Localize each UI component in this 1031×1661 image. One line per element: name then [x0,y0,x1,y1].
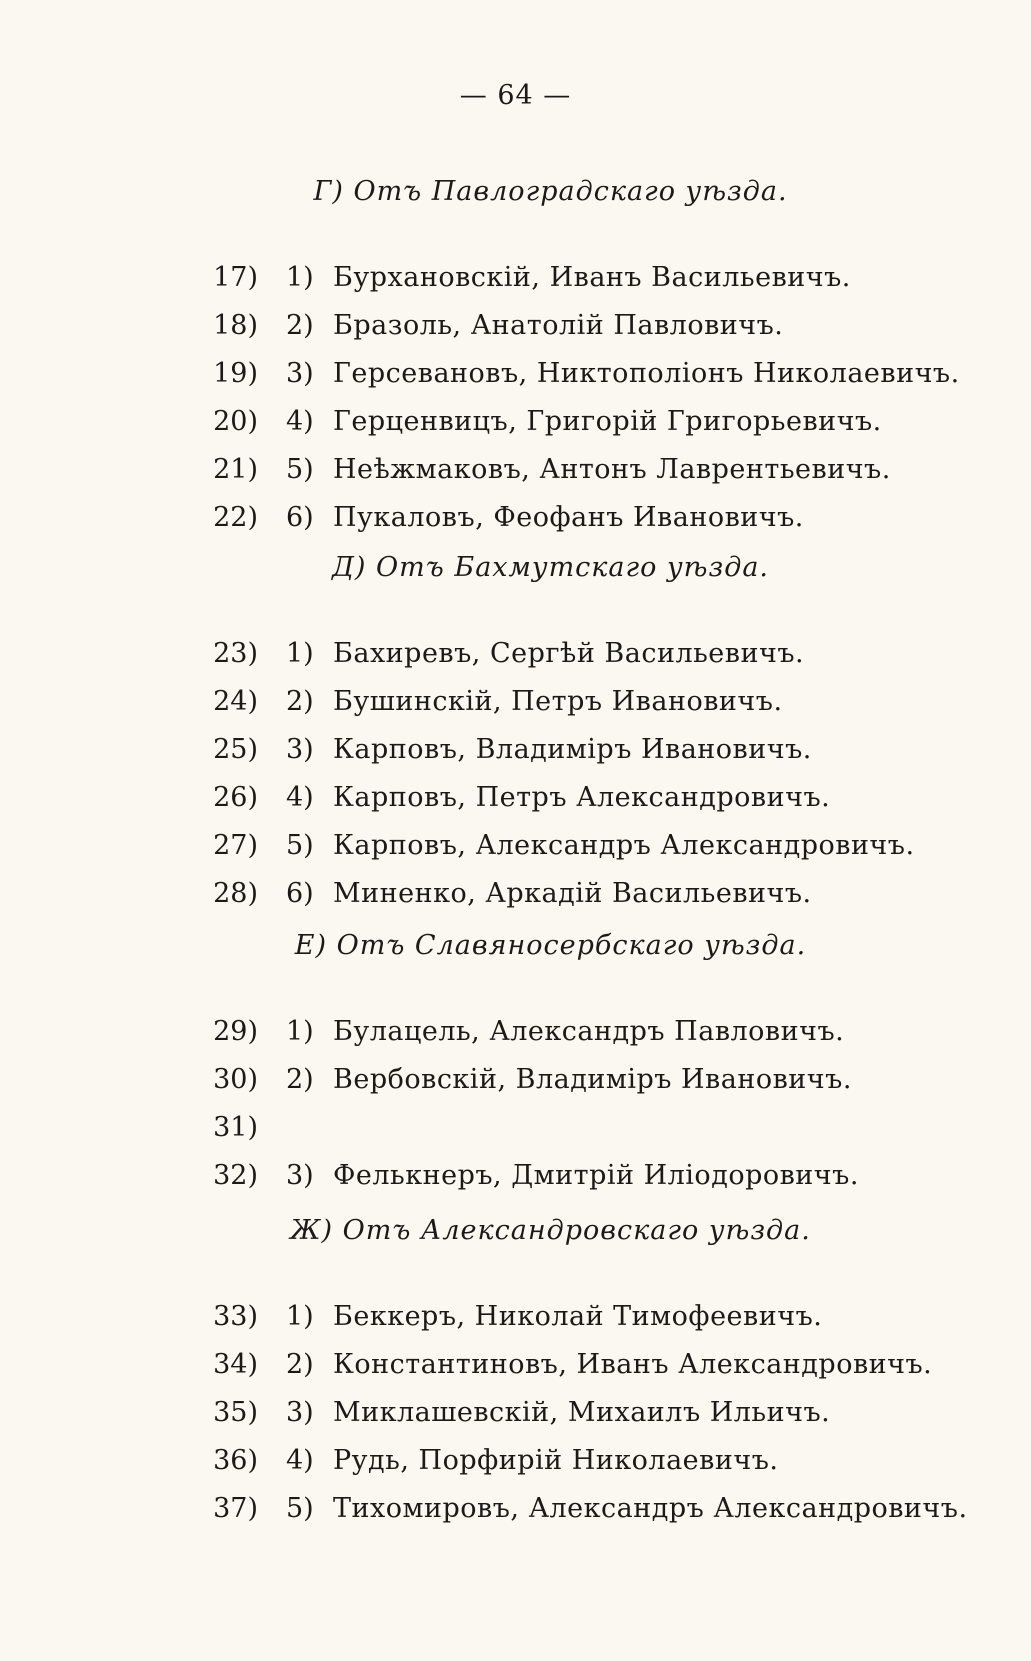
person-name: Бахиревъ, Сергѣй Васильевичъ. [333,638,805,669]
global-number: 32) [213,1160,258,1191]
local-number: 1) [286,262,314,293]
list-item [0,254,1031,302]
entry-list [0,1293,1031,1533]
local-number: 3) [286,1397,314,1428]
person-name: Герценвицъ, Григорій Григорьевичъ. [333,406,882,437]
global-number: 19) [213,358,258,389]
list-item [0,1056,1031,1104]
global-number: 34) [213,1349,258,1380]
list-item [0,1008,1031,1056]
person-name: Пукаловъ, Феофанъ Ивановичъ. [333,502,804,533]
local-number: 2) [286,310,314,341]
local-number: 5) [286,1493,314,1524]
global-number: 26) [213,782,258,813]
list-item [0,822,1031,870]
global-number: 37) [213,1493,258,1524]
list-item [0,1293,1031,1341]
person-name: Неѣжмаковъ, Антонъ Лаврентьевичъ. [333,454,891,485]
global-number: 17) [213,262,258,293]
list-item [0,1389,1031,1437]
list-item [0,446,1031,494]
person-name: Вербовскій, Владиміръ Ивановичъ. [333,1064,852,1095]
global-number: 20) [213,406,258,437]
person-name: Булацель, Александръ Павловичъ. [333,1016,845,1047]
global-number: 22) [213,502,258,533]
local-number: 4) [286,782,314,813]
local-number: 4) [286,1445,314,1476]
global-number: 36) [213,1445,258,1476]
list-item [0,630,1031,678]
list-item [0,678,1031,726]
section-slavyanoserbsk [0,926,1031,1200]
person-name: Миклашевскій, Михаилъ Ильичъ. [333,1397,831,1428]
global-number: 27) [213,830,258,861]
local-number: 6) [286,878,314,909]
local-number: 6) [286,502,314,533]
list-item [0,1437,1031,1485]
section-bakhmut [0,548,1031,918]
entry-list [0,254,1031,542]
person-name: Герсевановъ, Никтополіонъ Николаевичъ. [333,358,960,389]
list-item [0,302,1031,350]
entry-list [0,1008,1031,1200]
local-number: 2) [286,1064,314,1095]
list-item [0,774,1031,822]
page-number: — 64 — [459,80,572,111]
local-number: 3) [286,734,314,765]
global-number: 25) [213,734,258,765]
list-item [0,398,1031,446]
local-number: 5) [286,830,314,861]
entry-list [0,630,1031,918]
section-heading: Ж) Отъ Александровскаго уѣзда. [290,1215,811,1246]
global-number: 18) [213,310,258,341]
list-item [0,1341,1031,1389]
list-item [0,350,1031,398]
list-item [0,1104,1031,1152]
local-number: 3) [286,358,314,389]
local-number: 3) [286,1160,314,1191]
local-number: 1) [286,638,314,669]
global-number: 28) [213,878,258,909]
person-name: Карповъ, Владиміръ Ивановичъ. [333,734,812,765]
local-number: 1) [286,1301,314,1332]
person-name: Фелькнеръ, Дмитрій Иліодоровичъ. [333,1160,859,1191]
list-item [0,1152,1031,1200]
person-name: Рудь, Порфирій Николаевичъ. [333,1445,779,1476]
local-number: 5) [286,454,314,485]
global-number: 24) [213,686,258,717]
global-number: 21) [213,454,258,485]
person-name: Миненко, Аркадій Васильевичъ. [333,878,812,909]
global-number: 31) [213,1112,258,1143]
list-item [0,726,1031,774]
person-name: Тихомировъ, Александръ Александровичъ. [333,1493,968,1524]
person-name: Бурхановскій, Иванъ Васильевичъ. [333,262,851,293]
global-number: 35) [213,1397,258,1428]
local-number: 2) [286,1349,314,1380]
list-item [0,494,1031,542]
global-number: 33) [213,1301,258,1332]
person-name: Беккеръ, Николай Тимофеевичъ. [333,1301,823,1332]
list-item [0,1485,1031,1533]
global-number: 23) [213,638,258,669]
section-heading: Е) Отъ Славяносербскаго уѣзда. [294,930,807,961]
local-number: 4) [286,406,314,437]
list-item [0,870,1031,918]
local-number: 1) [286,1016,314,1047]
person-name: Бразоль, Анатолій Павловичъ. [333,310,784,341]
section-aleksandrovsk [0,1211,1031,1533]
person-name: Бушинскій, Петръ Ивановичъ. [333,686,783,717]
section-heading: Г) Отъ Павлоградскаго уѣзда. [313,176,788,207]
section-heading: Д) Отъ Бахмутскаго уѣзда. [331,552,770,583]
person-name: Константиновъ, Иванъ Александровичъ. [333,1349,933,1380]
section-pavlograd [0,172,1031,542]
person-name: Карповъ, Петръ Александровичъ. [333,782,831,813]
global-number: 29) [213,1016,258,1047]
person-name: Карповъ, Александръ Александровичъ. [333,830,915,861]
global-number: 30) [213,1064,258,1095]
local-number: 2) [286,686,314,717]
